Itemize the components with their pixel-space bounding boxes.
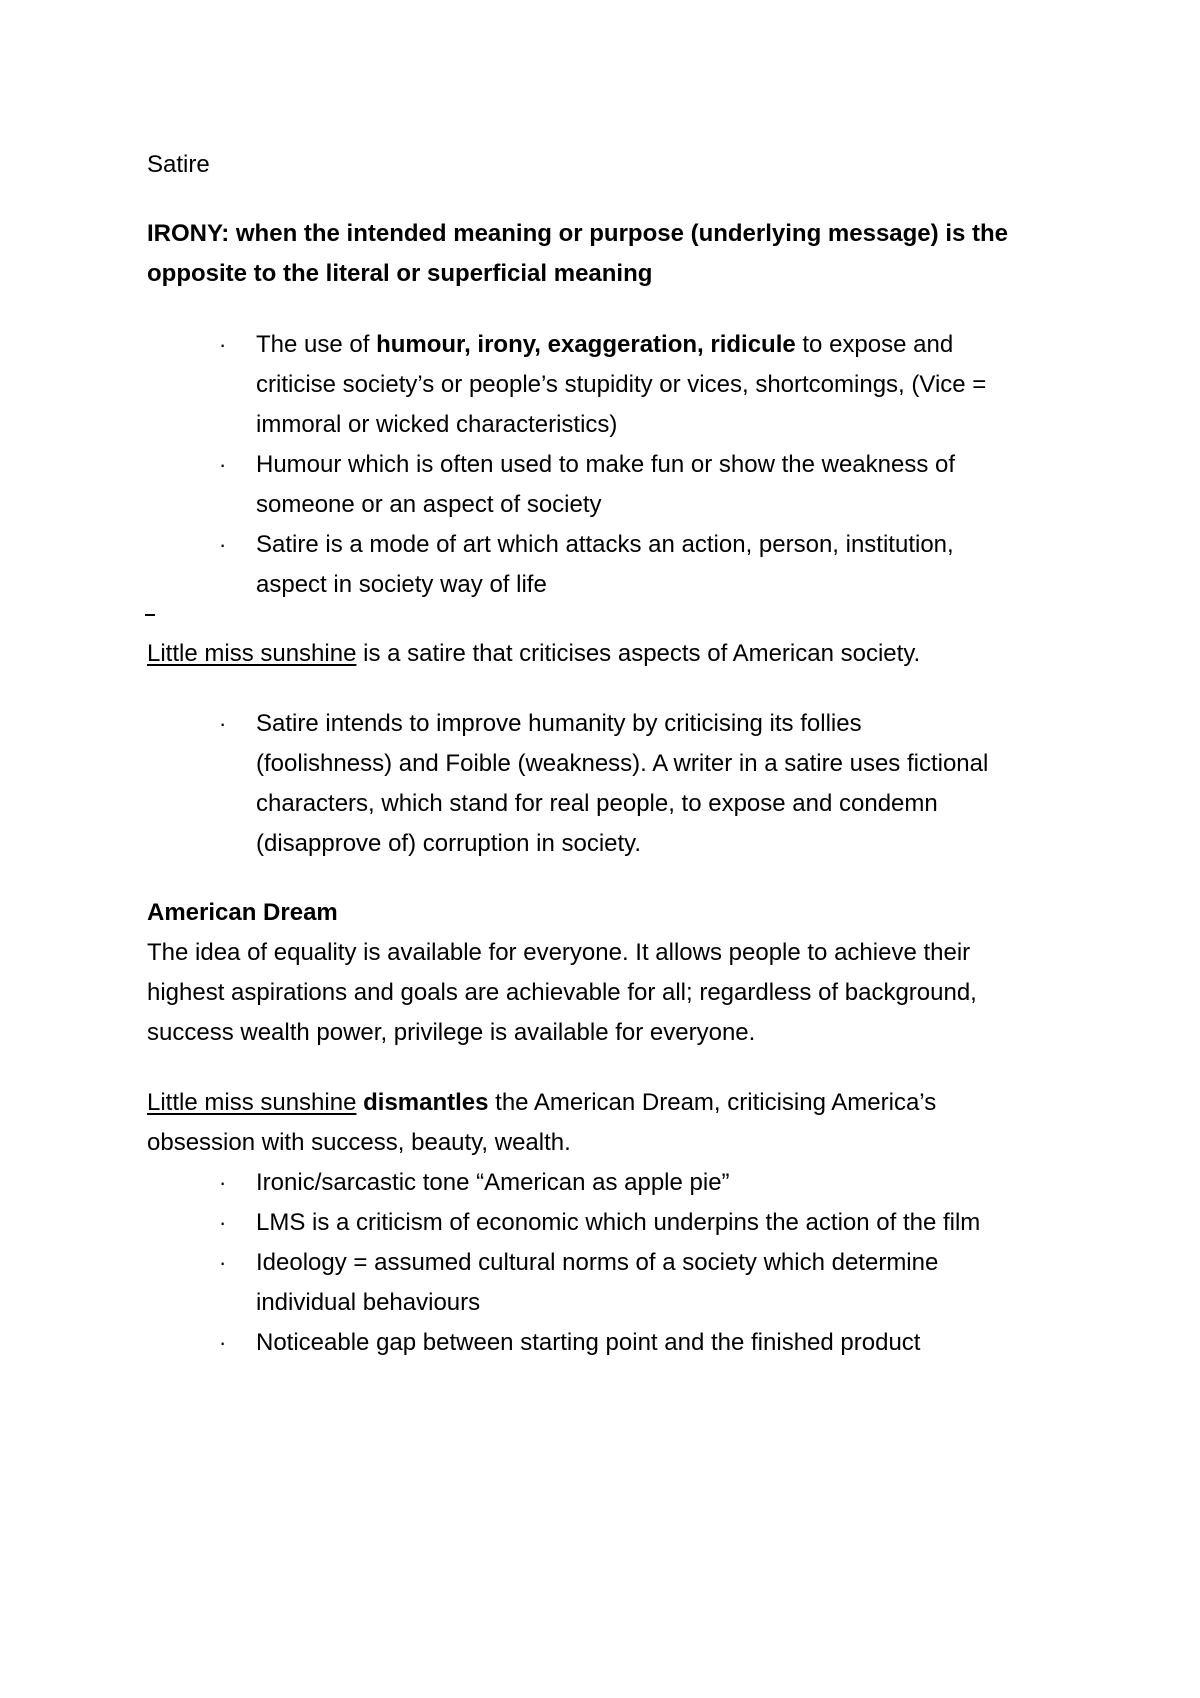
bullet-b1-line-3: characters, which stand for real people, to expose and condemn [256,790,938,817]
bullet-c3-line-1: Ideology = assumed cultural norms of a society which determine [256,1249,939,1276]
american-dream-line-1: The idea of equality is available for everyone. It allows people to achieve their [147,939,971,966]
bullet-glyph: · [219,332,227,357]
irony-definition-line-1: IRONY: when the intended meaning or purpose (underlying message) is the [147,220,1008,247]
american-dream-line-2: highest aspirations and goals are achievable for all; regardless of background, [147,979,977,1006]
lms-intro-line: Little miss sunshine is a satire that criticises aspects of American society. [147,640,921,667]
lms-dismantles-line-1: Little miss sunshine dismantles the American Dream, criticising America’s [147,1089,937,1116]
bullet-c3-line-2: individual behaviours [256,1289,481,1316]
lms-title-underlined: Little miss sunshine [147,640,357,667]
bullet-a2-line-2: someone or an aspect of society [256,491,602,518]
bullet-glyph: · [219,1210,227,1235]
bullet-glyph: · [219,1170,227,1195]
bullet-a3-line-2: aspect in society way of life [256,571,547,598]
bullet-a1-bold-terms: humour, irony, exaggeration, ridicule [376,331,796,358]
bullet-c2: LMS is a criticism of economic which underpins the action of the film [256,1209,981,1236]
bullet-glyph: · [219,1330,227,1355]
irony-definition-line-2: opposite to the literal or superficial meaning [147,260,653,287]
bullet-a1-line-1: The use of humour, irony, exaggeration, ridicule to expose and [256,331,954,358]
bullet-c4: Noticeable gap between starting point and the finished product [256,1329,921,1356]
bullet-a2-line-1: Humour which is often used to make fun or show the weakness of [256,451,956,478]
lms-dismantles-line-2: obsession with success, beauty, wealth. [147,1129,571,1156]
bullet-b1-line-2: (foolishness) and Foible (weakness). A writer in a satire uses fictional [256,750,989,777]
american-dream-heading: American Dream [147,899,338,926]
stray-dash-mark [145,614,155,616]
bullet-b1-line-4: (disapprove of) corruption in society. [256,830,642,857]
bullet-glyph: · [219,452,227,477]
bullet-a3-line-1: Satire is a mode of art which attacks an action, person, institution, [256,531,954,558]
bullet-glyph: · [219,532,227,557]
bullet-c1: Ironic/sarcastic tone “American as apple pie” [256,1169,730,1196]
bullet-a1-line-2: criticise society’s or people’s stupidity or vices, shortcomings, (Vice = [256,371,987,398]
dismantles-bold: dismantles [363,1089,489,1116]
bullet-glyph: · [219,1250,227,1275]
american-dream-line-3: success wealth power, privilege is available for everyone. [147,1019,756,1046]
bullet-a1-line-3: immoral or wicked characteristics) [256,411,618,438]
lms-title-underlined: Little miss sunshine [147,1089,357,1116]
bullet-glyph: · [219,711,227,736]
bullet-b1-line-1: Satire intends to improve humanity by criticising its follies [256,710,862,737]
page-title: Satire [147,151,210,178]
